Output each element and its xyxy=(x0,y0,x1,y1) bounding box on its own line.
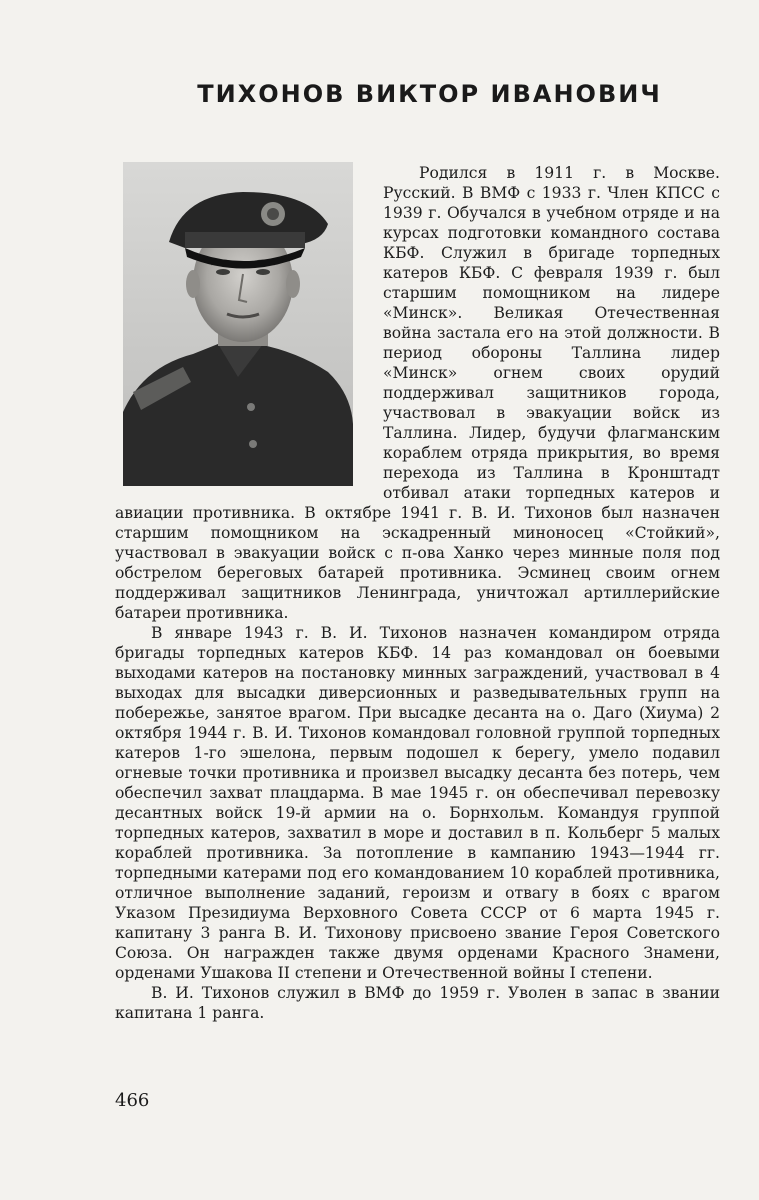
page-title: ТИХОНОВ ВИКТОР ИВАНОВИЧ xyxy=(197,80,662,108)
bio-paragraph: Родился в 1911 г. в Москве. Русский. В ВМФ с 1933 г. Член КПСС с 1939 г. Обучался в учебном отряде и на курсах подготовки командного состава КБФ. Служил в бригаде торпедных катеров КБФ. С февраля 1939 г. был старшим помощником на лидере «Минск». Великая Отечественная война застала его на этой должности. В период обороны Таллина лидер «Минск» огнем своих орудий поддерживал защитников города, участвовал в эвакуации войск из Таллина. Лидер, будучи флагманским кораблем отряда прикрытия, во время перехода из Таллина в Кронштадт отбивал атаки торпедных катеров и авиации противника. В октябре 1941 г. В. И. Тихонов был назначен старшим помощником на эскадренный миноносец «Стойкий», участвовал в эвакуации войск с п-ова Ханко через минные поля под обстрелом береговых батарей противника. Эсминец своим огнем поддерживал защитников Ленинграда, уничтожал артиллерийские батареи противника. xyxy=(115,164,720,622)
biography-text xyxy=(115,163,720,1023)
bio-paragraph: В январе 1943 г. В. И. Тихонов назначен командиром отряда бригады торпедных катеров КБФ. 14 раз командовал он боевыми выходами катеров на постановку минных заграждений, участвовал в 4 выходах для высадки диверсионных и разведывательных групп на побережье, занятое врагом. При высадке десанта на о. Даго (Хиума) 2 октября 1944 г. В. И. Тихонов командовал головной группой торпедных катеров 1-го эшелона, первым подошел к берегу, умело подавил огневые точки противника и произвел высадку десанта без потерь, чем обеспечил захват плацдарма. В мае 1945 г. он обеспечивал перевозку десантных войск 19-й армии на о. Борнхольм. Командуя группой торпедных катеров, захватил в море и доставил в п. Кольберг 5 малых кораблей противника. За потопление в кампанию 1943—1944 гг. торпедными катерами под его командованием 10 кораблей противника, отличное выполнение заданий, героизм и отвагу в боях с врагом Указом Президиума Верховного Совета СССР от 6 марта 1945 г. капитану 3 ранга В. И. Тихонову присвоено звание Героя Советского Союза. Он награжден также двумя орденами Красного Знамени, орденами Ушакова II степени и Отечественной войны I степени. xyxy=(115,624,720,982)
portrait-spacer xyxy=(115,163,383,503)
bio-paragraph: В. И. Тихонов служил в ВМФ до 1959 г. Уволен в запас в звании капитана 1 ранга. xyxy=(115,984,720,1022)
page-number: 466 xyxy=(115,1090,150,1111)
